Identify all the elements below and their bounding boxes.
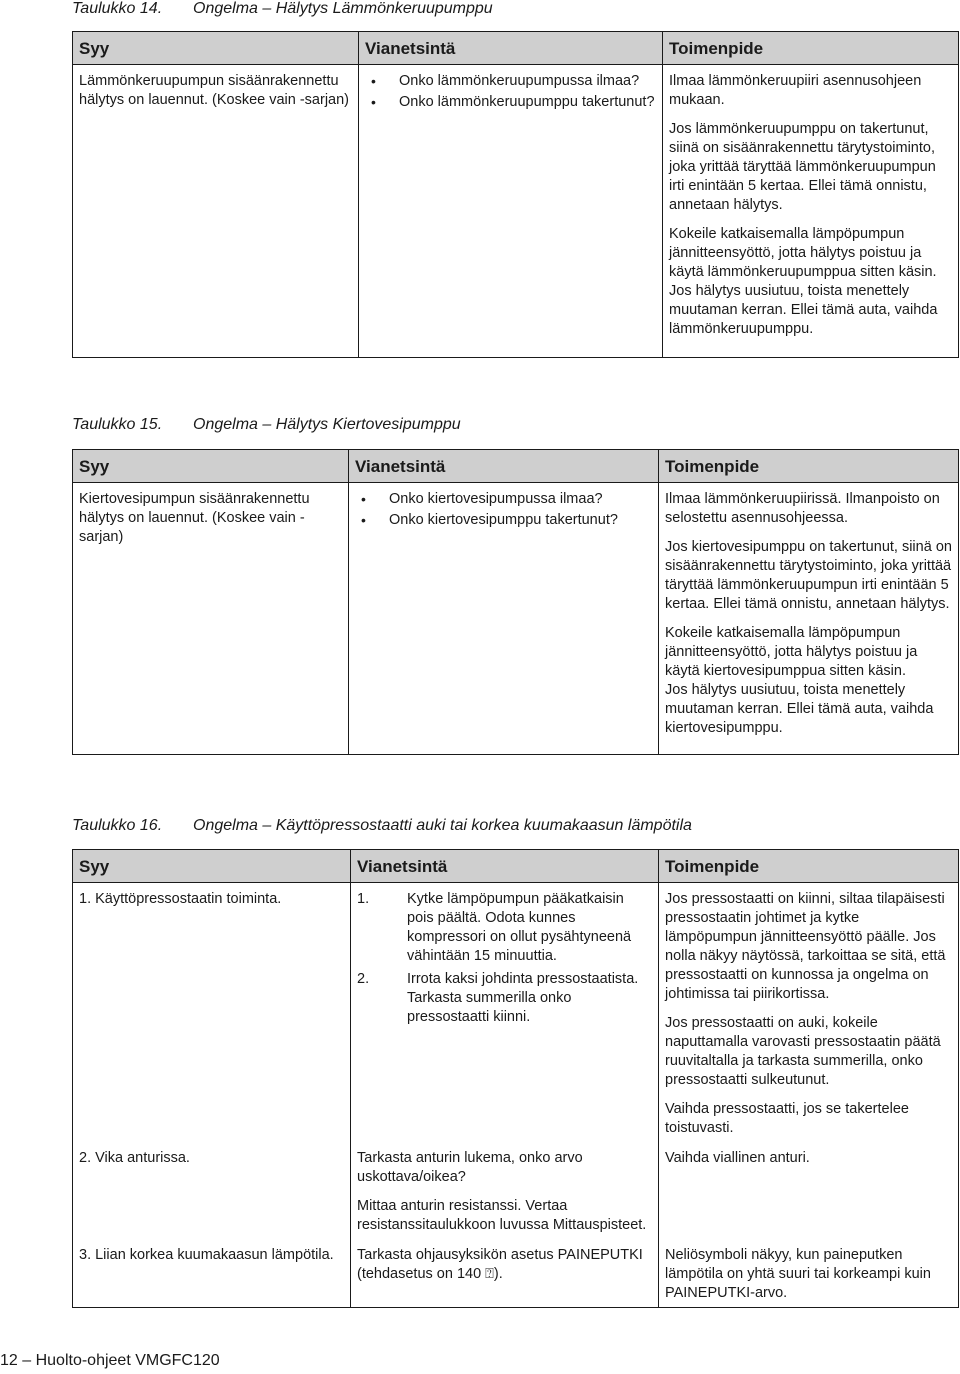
check-text: Tarkasta ohjausyksikön asetus PAINEPUTKI (tehdasetus on 140 ⍰). xyxy=(357,1247,643,1282)
action-text: Jos pressostaatti on kiinni, siltaa tilapäisesti pressostaatin johtimet ja kytke lämpöpumpun jännitteensyöttö päälle. Jos nolla näkyy näytössä, tarkoittaa se sitä, että pressostaatti on kunnossa ja ongelma on johtimissa tai piirikortissa. xyxy=(665,891,946,1002)
action-cell xyxy=(659,483,959,755)
diagnosis-cell xyxy=(359,65,663,358)
cause-text: 3. Liian korkea kuumakaasun lämpötila. xyxy=(79,1247,334,1263)
cause-cell xyxy=(73,65,359,358)
table14-caption xyxy=(72,0,493,18)
header-cause: Syy xyxy=(73,32,359,65)
step-number: 2. xyxy=(357,971,370,987)
header-diagnosis: Vianetsintä xyxy=(349,450,659,483)
table16-caption xyxy=(72,817,692,835)
table15-caption xyxy=(72,416,461,434)
action-text: Kokeile katkaisemalla lämpöpumpun jännitteensyöttö, jotta hälytys poistuu ja käytä kiertovesipumppua sitten käsin. xyxy=(665,625,918,679)
check-item: • Onko lämmönkeruupumpussa ilmaa? xyxy=(399,72,656,91)
header-cause: Syy xyxy=(73,850,351,883)
cause-text: 2. Vika anturissa. xyxy=(79,1150,190,1166)
step-text: Kytke lämpöpumpun pääkatkaisin pois päältä. Odota kunnes kompressori on ollut pysähtyneenä vähintään 15 minuuttia. xyxy=(407,891,632,964)
action-text: Ilmaa lämmönkeruupiirissä. Ilmanpoisto on selostettu asennusohjeessa. xyxy=(665,491,940,526)
diagnosis-cell xyxy=(351,1239,659,1308)
step-number: 1. xyxy=(357,891,370,907)
check-text: Mittaa anturin resistanssi. Vertaa resistanssitaulukkoon luvussa Mittauspisteet. xyxy=(357,1198,647,1233)
header-action: Toimenpide xyxy=(659,450,959,483)
action-text: Vaihda viallinen anturi. xyxy=(665,1150,810,1166)
cause-text: 1. Käyttöpressostaatin toiminta. xyxy=(79,891,282,907)
action-text: Jos hälytys uusiutuu, toista menettely muutaman kerran. Ellei tämä auta, vaihda kiertovesipumppu. xyxy=(665,682,934,736)
check-item: • Onko lämmönkeruupumppu takertunut? xyxy=(399,93,656,112)
header-action: Toimenpide xyxy=(663,32,959,65)
table15-title: Ongelma – Hälytys Kiertovesipumppu xyxy=(193,416,461,433)
step-item xyxy=(357,970,652,1027)
action-cell xyxy=(659,883,959,1143)
table14-number: Taulukko 14. xyxy=(72,0,163,17)
table-16 xyxy=(72,849,959,1308)
header-cause: Syy xyxy=(73,450,349,483)
action-text: Jos lämmönkeruupumppu on takertunut, siinä on sisäänrakennettu tärytystoiminto, joka yrittää täryttää lämmönkeruupumpun irti enintään 5 kertaa. Ellei tämä onnistu, annetaan hälytys. xyxy=(669,121,936,213)
table16-title: Ongelma – Käyttöpressostaatti auki tai korkea kuumakaasun lämpötila xyxy=(193,817,692,834)
table15-number: Taulukko 15. xyxy=(72,416,163,433)
action-text: Kokeile katkaisemalla lämpöpumpun jännitteensyöttö, jotta hälytys poistuu ja käytä lämmönkeruupumppua sitten käsin. xyxy=(669,226,937,280)
step-text: Irrota kaksi johdinta pressostaatista. Tarkasta summerilla onko pressostaatti kiinni. xyxy=(407,971,639,1025)
action-cell xyxy=(659,1142,959,1239)
header-diagnosis: Vianetsintä xyxy=(359,32,663,65)
header-diagnosis: Vianetsintä xyxy=(351,850,659,883)
step-item xyxy=(357,890,652,966)
action-text: Neliösymboli näkyy, kun paineputken lämpötila on yhtä suuri tai korkeampi kuin PAINEPUTKI-arvo. xyxy=(665,1247,931,1301)
cause-text: Lämmönkeruupumpun sisäänrakennettu hälytys on lauennut. (Koskee vain -sarjan) xyxy=(79,73,350,108)
table-14 xyxy=(72,31,959,358)
action-text: Jos kiertovesipumppu on takertunut, siinä on sisäänrakennettu tärytystoiminto, joka yrittää täryttää lämmönkeruupumpun irti enintään 5 kertaa. Ellei tämä onnistu, annetaan hälytys. xyxy=(665,539,952,612)
page-footer: 12 – Huolto-ohjeet VMGFC120 xyxy=(0,1352,220,1369)
diagnosis-cell xyxy=(351,883,659,1143)
check-item: • Onko kiertovesipumpussa ilmaa? xyxy=(389,490,652,509)
action-text: Jos hälytys uusiutuu, toista menettely muutaman kerran. Ellei tämä auta, vaihda lämmönkeruupumppu. xyxy=(669,283,938,337)
table14-title: Ongelma – Hälytys Lämmönkeruupumppu xyxy=(193,0,493,17)
check-text: Tarkasta anturin lukema, onko arvo uskottava/oikea? xyxy=(357,1150,583,1185)
diagnosis-cell xyxy=(351,1142,659,1239)
action-cell xyxy=(659,1239,959,1308)
header-action: Toimenpide xyxy=(659,850,959,883)
action-text: Jos pressostaatti on auki, kokeile naputtamalla varovasti pressostaatin päätä ruuvitaltalla ja tarkasta summerilla, onko pressostaatti sulkeutunut. xyxy=(665,1015,941,1088)
action-cell xyxy=(663,65,959,358)
check-item: • Onko kiertovesipumppu takertunut? xyxy=(389,511,652,530)
action-text: Vaihda pressostaatti, jos se takertelee toistuvasti. xyxy=(665,1101,909,1136)
cause-cell xyxy=(73,1239,351,1308)
table-15 xyxy=(72,449,959,755)
cause-cell xyxy=(73,1142,351,1239)
table16-number: Taulukko 16. xyxy=(72,817,163,834)
diagnosis-cell xyxy=(349,483,659,755)
cause-text: Kiertovesipumpun sisäänrakennettu hälytys on lauennut. (Koskee vain -sarjan) xyxy=(79,491,310,545)
action-text: Ilmaa lämmönkeruupiiri asennusohjeen mukaan. xyxy=(669,73,922,108)
cause-cell xyxy=(73,883,351,1143)
cause-cell xyxy=(73,483,349,755)
